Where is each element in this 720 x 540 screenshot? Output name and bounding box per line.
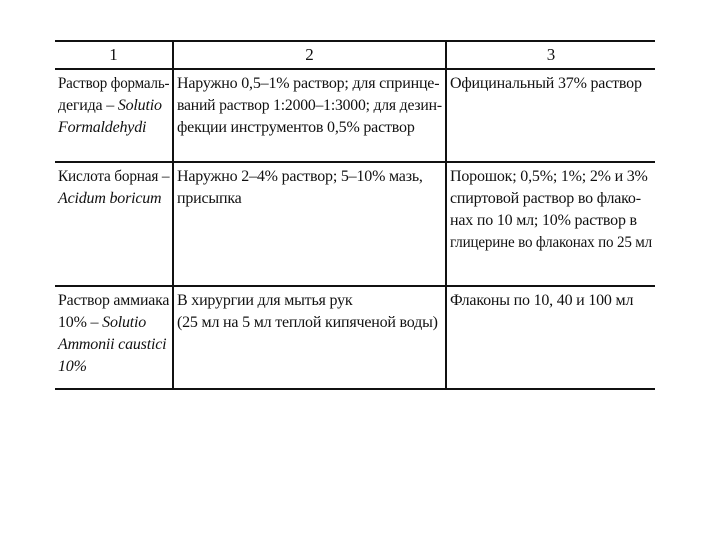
column-header-2: 2	[173, 41, 446, 69]
table-row	[55, 286, 655, 389]
form-line: Порошок; 0,5%; 1%; 2% и 3%	[450, 168, 648, 185]
drug-name-line	[58, 95, 169, 117]
drug-name-cell	[55, 286, 173, 389]
usage-line: Наружно 2–4% раствор; 5–10% мазь,	[177, 168, 423, 185]
form-line: Официнальный 37% раствор	[450, 75, 642, 92]
usage-cell	[173, 286, 446, 389]
form-line: глицерине во флаконах по 25 мл	[450, 234, 653, 251]
usage-cell	[173, 69, 446, 162]
drug-name-text: дегида –	[58, 97, 118, 114]
table-row	[55, 69, 655, 162]
form-cell	[446, 69, 655, 162]
usage-line: Наружно 0,5–1% раствор; для спринце-	[177, 75, 440, 92]
form-cell	[446, 162, 655, 286]
column-header-3: 3	[446, 41, 655, 69]
latin-name: Solutio	[102, 314, 147, 331]
table-row	[55, 162, 655, 286]
form-line: Флаконы по 10, 40 и 100 мл	[450, 292, 634, 309]
latin-name: Ammonii caustici	[58, 336, 167, 353]
drug-name-line	[58, 312, 169, 334]
header-row	[55, 41, 655, 69]
form-line: спиртовой раствор во флако-	[450, 190, 641, 207]
form-line: нах по 10 мл; 10% раствор в	[450, 212, 637, 229]
usage-line: фекции инструментов 0,5% раствор	[177, 119, 415, 136]
drug-name-cell	[55, 69, 173, 162]
drug-name-line: Раствор формаль-	[58, 75, 170, 92]
latin-name: 10%	[58, 358, 87, 375]
latin-name: Solutio	[117, 97, 162, 114]
drug-table	[55, 40, 655, 390]
latin-name: Formaldehydi	[58, 119, 147, 136]
form-cell	[446, 286, 655, 389]
drug-name-line: Кислота борная –	[58, 168, 170, 185]
usage-line: присыпка	[177, 190, 242, 207]
usage-line: ваний раствор 1:2000–1:3000; для дезин-	[177, 97, 442, 114]
column-header-1: 1	[55, 41, 173, 69]
drug-name-cell	[55, 162, 173, 286]
latin-name: Acidum boricum	[58, 190, 162, 207]
drug-name-text: 10% –	[58, 314, 103, 331]
usage-line: В хирургии для мытья рук	[177, 292, 353, 309]
drug-name-line: Раствор аммиака	[58, 292, 170, 309]
usage-cell	[173, 162, 446, 286]
usage-line: (25 мл на 5 мл теплой кипяченой воды)	[177, 314, 438, 331]
